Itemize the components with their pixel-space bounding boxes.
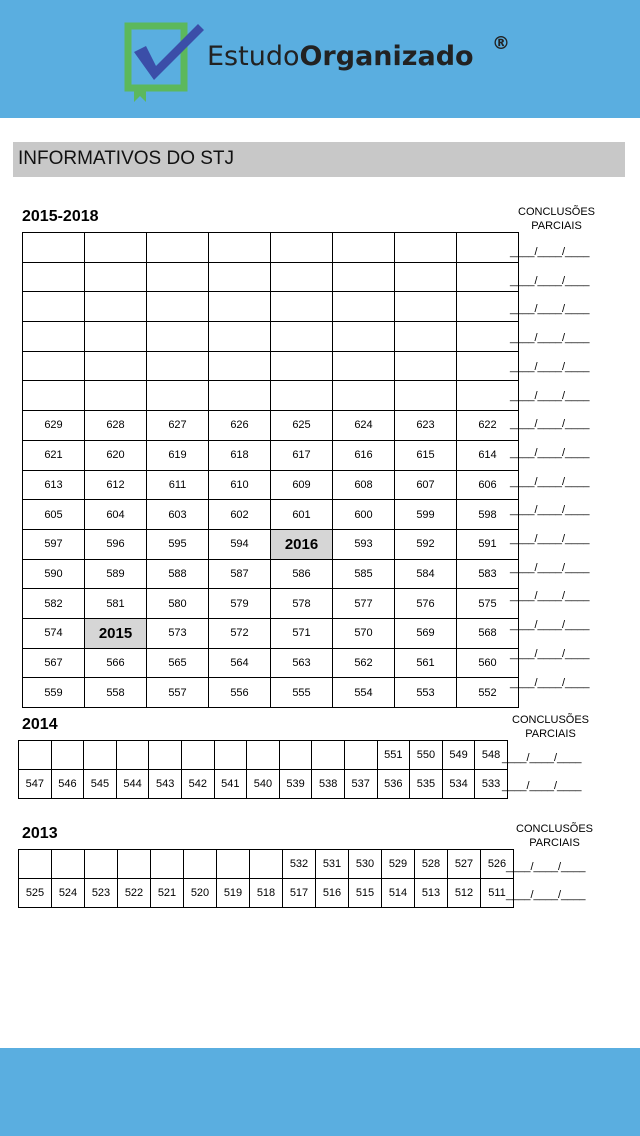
date-blank-line[interactable]: ____/____/____ <box>506 861 586 873</box>
informativo-cell[interactable]: 546 <box>51 770 84 799</box>
informativo-cell[interactable]: 625 <box>271 411 333 441</box>
table-row <box>23 262 519 292</box>
informativo-cell[interactable]: 514 <box>382 879 415 908</box>
informativo-cell[interactable]: 528 <box>415 850 448 879</box>
informativo-cell[interactable] <box>147 351 209 381</box>
informativo-cell[interactable] <box>271 381 333 411</box>
informativo-cell[interactable]: 527 <box>448 850 481 879</box>
informativo-cell[interactable] <box>23 262 85 292</box>
informativo-cell[interactable] <box>209 351 271 381</box>
informativo-cell[interactable]: 576 <box>395 589 457 619</box>
informativo-cell[interactable] <box>333 381 395 411</box>
informativo-cell[interactable]: 560 <box>457 648 519 678</box>
informativo-cell[interactable] <box>23 292 85 322</box>
informativo-cell[interactable] <box>19 850 52 879</box>
informativo-cell[interactable]: 613 <box>23 470 85 500</box>
informativo-cell[interactable]: 511 <box>481 879 514 908</box>
informativos-table <box>18 849 514 908</box>
informativo-cell[interactable] <box>395 381 457 411</box>
informativo-cell[interactable] <box>184 850 217 879</box>
informativo-cell[interactable]: 556 <box>209 678 271 708</box>
informativo-cell[interactable]: 579 <box>209 589 271 619</box>
informativo-cell[interactable]: 525 <box>19 879 52 908</box>
informativo-cell[interactable] <box>147 322 209 352</box>
informativo-cell[interactable] <box>395 351 457 381</box>
informativo-cell[interactable]: 594 <box>209 529 271 559</box>
informativo-cell[interactable]: 533 <box>475 770 508 799</box>
informativo-cell[interactable] <box>209 322 271 352</box>
section-title: 2014 <box>22 716 58 733</box>
informativo-cell[interactable]: 558 <box>85 678 147 708</box>
informativo-cell[interactable]: 553 <box>395 678 457 708</box>
informativo-cell[interactable]: 565 <box>147 648 209 678</box>
informativo-cell[interactable] <box>23 322 85 352</box>
date-blank-line[interactable]: ____/____/____ <box>510 647 590 660</box>
informativo-cell[interactable] <box>395 262 457 292</box>
informativo-cell[interactable]: 522 <box>118 879 151 908</box>
informativo-cell[interactable] <box>333 233 395 263</box>
informativo-cell[interactable]: 541 <box>214 770 247 799</box>
informativo-cell[interactable]: 513 <box>415 879 448 908</box>
informativo-cell[interactable]: 547 <box>19 770 52 799</box>
informativo-cell[interactable] <box>147 292 209 322</box>
section-title: 2013 <box>22 825 58 842</box>
informativo-cell[interactable]: 620 <box>85 440 147 470</box>
footer-bar <box>0 1048 640 1136</box>
table-row <box>19 879 514 908</box>
informativo-cell[interactable]: 571 <box>271 618 333 648</box>
informativo-cell[interactable]: 552 <box>457 678 519 708</box>
informativo-cell[interactable] <box>116 741 149 770</box>
informativo-cell[interactable]: 607 <box>395 470 457 500</box>
informativo-cell[interactable] <box>457 262 519 292</box>
table-row <box>23 559 519 589</box>
table-row <box>23 648 519 678</box>
informativo-cell[interactable] <box>19 741 52 770</box>
informativo-cell[interactable]: 515 <box>349 879 382 908</box>
informativo-cell[interactable]: 585 <box>333 559 395 589</box>
table-row <box>23 233 519 263</box>
informativo-cell[interactable]: 524 <box>52 879 85 908</box>
informativo-cell[interactable]: 569 <box>395 618 457 648</box>
informativo-cell[interactable] <box>217 850 250 879</box>
table-row <box>23 678 519 708</box>
informativo-cell[interactable] <box>395 322 457 352</box>
informativo-cell[interactable]: 608 <box>333 470 395 500</box>
informativo-cell[interactable]: 562 <box>333 648 395 678</box>
informativo-cell[interactable] <box>333 292 395 322</box>
partial-conclusions-line-1: CONCLUSÕES <box>516 823 594 835</box>
informativo-cell[interactable]: 539 <box>279 770 312 799</box>
table-row <box>23 440 519 470</box>
informativo-cell[interactable]: 618 <box>209 440 271 470</box>
informativo-cell[interactable]: 532 <box>283 850 316 879</box>
informativo-cell[interactable] <box>51 741 84 770</box>
informativo-cell[interactable]: 544 <box>116 770 149 799</box>
informativo-cell[interactable]: 581 <box>85 589 147 619</box>
brand-name <box>207 41 474 72</box>
informativo-cell[interactable] <box>457 233 519 263</box>
informativo-cell[interactable]: 583 <box>457 559 519 589</box>
informativo-cell[interactable]: 599 <box>395 500 457 530</box>
informativo-cell[interactable]: 588 <box>147 559 209 589</box>
informativo-cell[interactable]: 568 <box>457 618 519 648</box>
informativo-cell[interactable]: 512 <box>448 879 481 908</box>
informativos-table <box>18 740 508 799</box>
informativo-cell[interactable] <box>271 233 333 263</box>
informativo-cell[interactable]: 593 <box>333 529 395 559</box>
informativo-cell[interactable] <box>271 322 333 352</box>
informativo-cell[interactable]: 603 <box>147 500 209 530</box>
informativo-cell[interactable] <box>457 292 519 322</box>
date-blank-line[interactable]: ____/____/____ <box>510 676 590 689</box>
partial-conclusions-line-2: PARCIAIS <box>529 837 580 849</box>
informativo-cell[interactable]: 623 <box>395 411 457 441</box>
table-row <box>23 411 519 441</box>
informativo-cell[interactable]: 587 <box>209 559 271 589</box>
informativo-cell[interactable] <box>457 322 519 352</box>
partial-conclusions-line-2: PARCIAIS <box>525 728 576 740</box>
informativo-cell[interactable]: 606 <box>457 470 519 500</box>
informativo-cell[interactable]: 543 <box>149 770 182 799</box>
informativo-cell[interactable]: 578 <box>271 589 333 619</box>
informativo-cell[interactable]: 523 <box>85 879 118 908</box>
informativo-cell[interactable]: 536 <box>377 770 410 799</box>
date-blank-line[interactable]: ____/____/____ <box>510 533 590 545</box>
informativo-cell[interactable]: 629 <box>23 411 85 441</box>
informativo-cell[interactable] <box>333 322 395 352</box>
informativo-cell[interactable]: 614 <box>457 440 519 470</box>
informativo-cell[interactable]: 598 <box>457 500 519 530</box>
informativo-cell[interactable]: 516 <box>316 879 349 908</box>
table-row <box>23 351 519 381</box>
informativo-cell[interactable]: 535 <box>410 770 443 799</box>
informativo-cell[interactable]: 586 <box>271 559 333 589</box>
informativo-cell[interactable]: 551 <box>377 741 410 770</box>
partial-conclusions-label <box>516 822 593 850</box>
informativo-cell[interactable] <box>118 850 151 879</box>
informativo-cell[interactable]: 566 <box>85 648 147 678</box>
informativo-cell[interactable]: 570 <box>333 618 395 648</box>
informativo-cell[interactable]: 572 <box>209 618 271 648</box>
partial-conclusions-label <box>518 205 595 233</box>
table-row <box>19 850 514 879</box>
informativo-cell[interactable] <box>85 262 147 292</box>
date-blank-line[interactable]: ____/____/____ <box>510 274 590 287</box>
informativo-cell[interactable] <box>181 741 214 770</box>
informativo-cell[interactable]: 605 <box>23 500 85 530</box>
informativo-cell[interactable] <box>312 741 345 770</box>
date-blank-line[interactable]: ____/____/____ <box>510 303 590 316</box>
informativo-cell[interactable]: 615 <box>395 440 457 470</box>
informativo-cell[interactable] <box>344 741 377 770</box>
date-blank-line[interactable]: ____/____/____ <box>510 418 590 431</box>
informativo-cell[interactable] <box>147 381 209 411</box>
date-blank-line[interactable]: ____/____/____ <box>510 446 590 459</box>
date-blank-line[interactable]: ____/____/____ <box>510 590 590 603</box>
informativo-cell[interactable]: 626 <box>209 411 271 441</box>
informativo-cell[interactable] <box>147 233 209 263</box>
informativo-cell[interactable]: 604 <box>85 500 147 530</box>
informativo-cell[interactable]: 549 <box>442 741 475 770</box>
informativo-cell[interactable]: 557 <box>147 678 209 708</box>
informativo-cell[interactable] <box>147 262 209 292</box>
brand-regular: Estudo <box>207 41 300 72</box>
informativo-cell[interactable]: 616 <box>333 440 395 470</box>
informativo-cell[interactable]: 597 <box>23 529 85 559</box>
informativo-cell[interactable]: 577 <box>333 589 395 619</box>
informativo-cell[interactable]: 554 <box>333 678 395 708</box>
date-blank-line[interactable]: ____/____/____ <box>510 389 590 402</box>
informativo-cell[interactable]: 564 <box>209 648 271 678</box>
informativo-cell[interactable] <box>23 233 85 263</box>
partial-conclusions-line-2: PARCIAIS <box>531 220 582 232</box>
informativo-cell[interactable]: 612 <box>85 470 147 500</box>
informativo-cell[interactable]: 628 <box>85 411 147 441</box>
informativo-cell[interactable]: 545 <box>84 770 117 799</box>
date-blank-line[interactable]: ____/____/____ <box>502 780 582 792</box>
informativo-cell[interactable]: 574 <box>23 618 85 648</box>
informativo-cell[interactable]: 573 <box>147 618 209 648</box>
informativo-cell[interactable] <box>247 741 280 770</box>
informativo-cell[interactable] <box>333 262 395 292</box>
informativo-cell[interactable]: 600 <box>333 500 395 530</box>
informativo-cell[interactable]: 559 <box>23 678 85 708</box>
informativo-cell[interactable] <box>85 322 147 352</box>
informativo-cell[interactable] <box>250 850 283 879</box>
registered-mark: ® <box>492 33 510 54</box>
informativo-cell[interactable]: 534 <box>442 770 475 799</box>
informativo-cell[interactable] <box>84 741 117 770</box>
informativo-cell[interactable]: 601 <box>271 500 333 530</box>
table-row <box>23 292 519 322</box>
informativo-cell[interactable] <box>85 381 147 411</box>
table-row <box>23 470 519 500</box>
informativo-cell[interactable] <box>85 233 147 263</box>
informativo-cell[interactable] <box>395 292 457 322</box>
informativo-cell[interactable]: 531 <box>316 850 349 879</box>
date-blank-line[interactable]: ____/____/____ <box>510 475 590 488</box>
informativo-cell[interactable]: 542 <box>181 770 214 799</box>
table-row <box>23 500 519 530</box>
informativo-cell[interactable] <box>23 351 85 381</box>
informativo-cell[interactable]: 611 <box>147 470 209 500</box>
informativo-cell[interactable]: 518 <box>250 879 283 908</box>
informativo-cell[interactable] <box>85 351 147 381</box>
informativo-cell[interactable] <box>23 381 85 411</box>
table-row <box>23 322 519 352</box>
year-marker-cell[interactable]: 2015 <box>85 618 147 648</box>
informativo-cell[interactable] <box>271 351 333 381</box>
partial-conclusions-line-1: CONCLUSÕES <box>518 206 596 218</box>
date-blank-line[interactable]: ____/____/____ <box>506 889 586 901</box>
informativo-cell[interactable]: 530 <box>349 850 382 879</box>
informativo-cell[interactable] <box>151 850 184 879</box>
informativo-cell[interactable]: 550 <box>410 741 443 770</box>
informativo-cell[interactable]: 617 <box>271 440 333 470</box>
informativo-cell[interactable]: 582 <box>23 589 85 619</box>
informativo-cell[interactable]: 538 <box>312 770 345 799</box>
informativo-cell[interactable]: 526 <box>481 850 514 879</box>
informativo-cell[interactable]: 567 <box>23 648 85 678</box>
informativo-cell[interactable] <box>279 741 312 770</box>
informativo-cell[interactable]: 591 <box>457 529 519 559</box>
brand-bold: Organizado <box>299 41 474 72</box>
informativo-cell[interactable]: 561 <box>395 648 457 678</box>
informativo-cell[interactable]: 520 <box>184 879 217 908</box>
year-marker-cell[interactable]: 2016 <box>271 529 333 559</box>
informativo-cell[interactable]: 563 <box>271 648 333 678</box>
informativo-cell[interactable] <box>395 233 457 263</box>
informativo-cell[interactable] <box>149 741 182 770</box>
table-row <box>19 770 508 799</box>
informativo-cell[interactable]: 580 <box>147 589 209 619</box>
informativo-cell[interactable] <box>214 741 247 770</box>
informativo-cell[interactable] <box>209 381 271 411</box>
informativo-cell[interactable] <box>85 850 118 879</box>
date-blank-line[interactable]: ____/____/____ <box>502 752 582 764</box>
checkmark-logo-icon <box>124 22 206 104</box>
date-blank-line[interactable]: ____/____/____ <box>510 332 590 345</box>
partial-conclusions-line-1: CONCLUSÕES <box>512 714 590 726</box>
informativo-cell[interactable] <box>457 381 519 411</box>
date-blank-line[interactable]: ____/____/____ <box>510 561 590 574</box>
date-blank-line[interactable]: ____/____/____ <box>510 619 590 632</box>
table-row <box>23 618 519 648</box>
informativo-cell[interactable] <box>85 292 147 322</box>
informativos-table <box>22 232 519 708</box>
date-blank-line[interactable]: ____/____/____ <box>510 504 590 517</box>
informativo-cell[interactable] <box>457 351 519 381</box>
informativo-cell[interactable] <box>52 850 85 879</box>
informativo-cell[interactable]: 540 <box>247 770 280 799</box>
informativo-cell[interactable]: 584 <box>395 559 457 589</box>
table-row <box>19 741 508 770</box>
table-row <box>23 381 519 411</box>
informativo-cell[interactable]: 555 <box>271 678 333 708</box>
informativo-cell[interactable]: 621 <box>23 440 85 470</box>
informativo-cell[interactable]: 609 <box>271 470 333 500</box>
page-title-bar <box>13 142 625 177</box>
informativo-cell[interactable]: 627 <box>147 411 209 441</box>
informativo-cell[interactable] <box>209 292 271 322</box>
partial-conclusions-label <box>512 713 589 741</box>
informativo-cell[interactable]: 575 <box>457 589 519 619</box>
table-row <box>23 529 519 559</box>
informativo-cell[interactable]: 622 <box>457 411 519 441</box>
section-title: 2015-2018 <box>22 208 99 225</box>
informativo-cell[interactable] <box>209 233 271 263</box>
informativo-cell[interactable]: 519 <box>217 879 250 908</box>
informativo-cell[interactable] <box>271 262 333 292</box>
informativo-cell[interactable]: 589 <box>85 559 147 589</box>
informativo-cell[interactable] <box>333 351 395 381</box>
informativo-cell[interactable]: 529 <box>382 850 415 879</box>
informativo-cell[interactable]: 619 <box>147 440 209 470</box>
informativo-cell[interactable]: 592 <box>395 529 457 559</box>
header-bar <box>0 0 640 118</box>
informativo-cell[interactable]: 521 <box>151 879 184 908</box>
informativo-cell[interactable] <box>209 262 271 292</box>
informativo-cell[interactable]: 596 <box>85 529 147 559</box>
informativo-cell[interactable]: 548 <box>475 741 508 770</box>
informativo-cell[interactable]: 610 <box>209 470 271 500</box>
informativo-cell[interactable]: 537 <box>344 770 377 799</box>
informativo-cell[interactable]: 624 <box>333 411 395 441</box>
table-row <box>23 589 519 619</box>
page-title: INFORMATIVOS DO STJ <box>18 148 235 169</box>
informativo-cell[interactable]: 517 <box>283 879 316 908</box>
informativo-cell[interactable] <box>271 292 333 322</box>
informativo-cell[interactable]: 602 <box>209 500 271 530</box>
informativo-cell[interactable]: 595 <box>147 529 209 559</box>
informativo-cell[interactable]: 590 <box>23 559 85 589</box>
date-blank-line[interactable]: ____/____/____ <box>510 360 590 373</box>
date-blank-line[interactable]: ____/____/____ <box>510 246 590 258</box>
